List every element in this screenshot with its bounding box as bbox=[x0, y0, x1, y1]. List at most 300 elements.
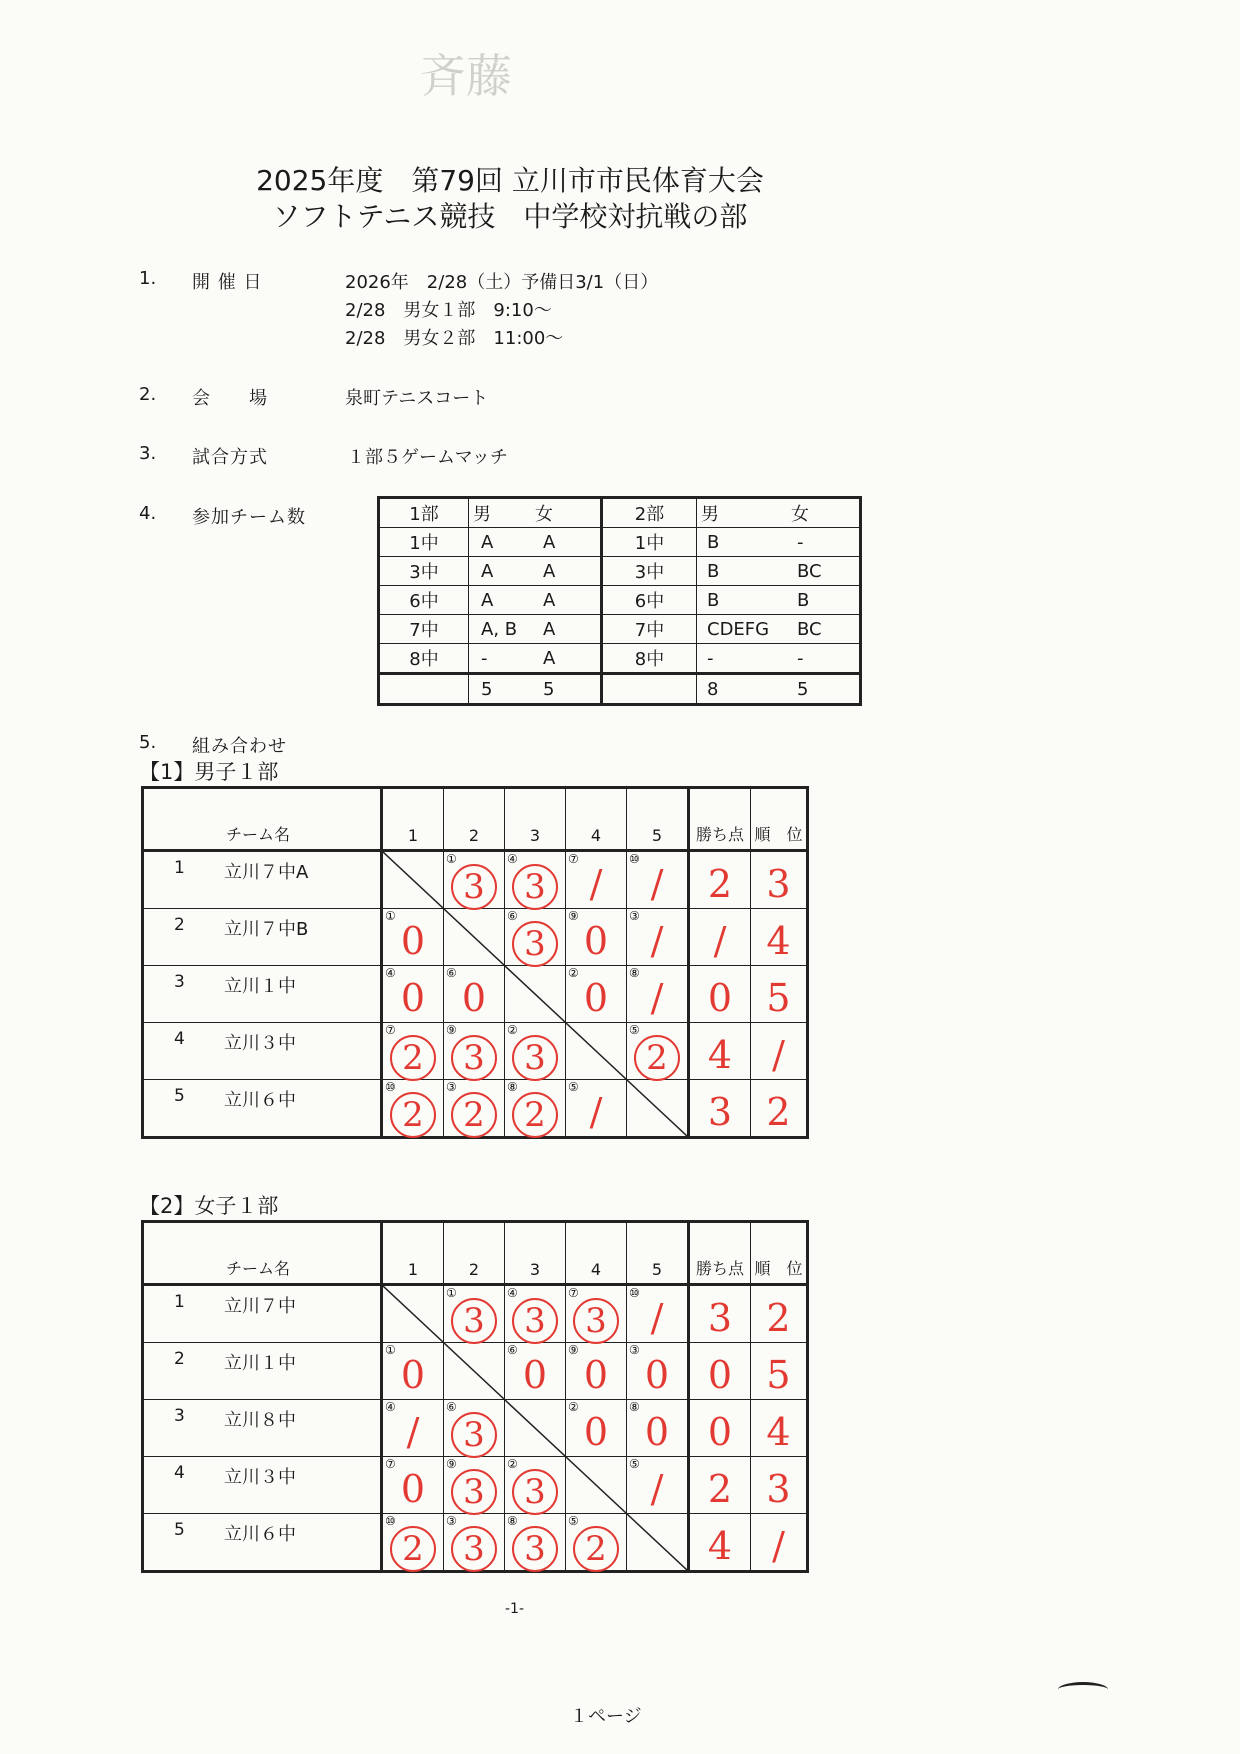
match-number: ① bbox=[385, 909, 396, 923]
match-cell bbox=[505, 1343, 566, 1400]
team-cell-boys: B bbox=[707, 531, 720, 553]
diagonal-line bbox=[566, 1457, 626, 1513]
match-score bbox=[505, 1355, 565, 1395]
points-value: 4 bbox=[707, 1033, 733, 1077]
points-value: 2 bbox=[707, 862, 733, 906]
match-score bbox=[383, 1469, 443, 1509]
match-cell bbox=[444, 1080, 505, 1138]
diagonal-line bbox=[627, 1080, 687, 1136]
team-cell-boys: 男 bbox=[701, 504, 719, 525]
rank-value: 5 bbox=[766, 1353, 791, 1397]
match-number: ⑥ bbox=[446, 966, 457, 980]
circled-score: 3 bbox=[451, 1035, 497, 1081]
row-number: 5 bbox=[174, 1086, 185, 1106]
team-cell bbox=[697, 644, 861, 674]
team-table-header bbox=[379, 498, 861, 528]
team-cell-boys: - bbox=[707, 647, 714, 669]
circled-score: 2 bbox=[451, 1092, 497, 1138]
team-name: 立川１中 bbox=[224, 1353, 296, 1374]
team-cell-boys: - bbox=[481, 647, 488, 669]
match-number: ⑧ bbox=[629, 966, 640, 980]
team-name: 立川６中 bbox=[224, 1524, 296, 1545]
match-cell bbox=[505, 1023, 566, 1080]
grid-header-row bbox=[143, 1222, 808, 1285]
rank-value: 4 bbox=[766, 919, 791, 963]
team-name-cell bbox=[143, 851, 382, 909]
team-cell: 6中 bbox=[379, 586, 469, 615]
self-cell bbox=[444, 1343, 505, 1400]
header-opponent-4: 4 bbox=[566, 788, 627, 851]
team-cell bbox=[469, 615, 602, 644]
item-2-value: 泉町テニスコート bbox=[345, 388, 489, 409]
match-score bbox=[444, 864, 504, 910]
team-cell-girls: A bbox=[543, 531, 556, 553]
item-2-no: 2. bbox=[139, 384, 157, 405]
match-score bbox=[566, 864, 626, 904]
header-opponent-5: 5 bbox=[627, 1222, 689, 1285]
team-name: 立川７中A bbox=[224, 862, 309, 883]
header-points: 勝ち点 bbox=[689, 788, 751, 851]
circled-score: 3 bbox=[512, 1469, 558, 1515]
team-cell-boys: A bbox=[481, 589, 494, 611]
team-table-row bbox=[379, 528, 861, 557]
match-number: ⑥ bbox=[507, 909, 518, 923]
rank-value: 4 bbox=[766, 1410, 791, 1454]
points-value: / bbox=[713, 919, 727, 963]
header-opponent-3: 3 bbox=[505, 1222, 566, 1285]
match-number: ⑤ bbox=[629, 1023, 640, 1037]
team-cell bbox=[469, 498, 602, 528]
match-cell bbox=[505, 909, 566, 966]
match-score bbox=[444, 978, 504, 1018]
match-number: ③ bbox=[629, 909, 640, 923]
team-cell-boys: B bbox=[707, 560, 720, 582]
match-score bbox=[383, 1355, 443, 1395]
match-cell bbox=[505, 1457, 566, 1514]
diagonal-line bbox=[566, 1023, 626, 1079]
match-number: ⑥ bbox=[507, 1343, 518, 1357]
team-name-cell bbox=[143, 1285, 382, 1343]
match-score bbox=[566, 1355, 626, 1395]
circled-score: 3 bbox=[512, 1298, 558, 1344]
diagonal-line bbox=[444, 1343, 504, 1399]
points-cell bbox=[689, 1457, 751, 1514]
rank-value: / bbox=[772, 1524, 785, 1568]
match-cell bbox=[444, 851, 505, 909]
match-cell bbox=[505, 851, 566, 909]
team-cell: 1中 bbox=[602, 528, 697, 557]
team-name-cell bbox=[143, 1457, 382, 1514]
circled-score: 2 bbox=[390, 1035, 436, 1081]
points-cell bbox=[689, 1514, 751, 1572]
match-cell bbox=[566, 851, 627, 909]
team-name-cell bbox=[143, 966, 382, 1023]
team-cell bbox=[697, 615, 861, 644]
match-cell bbox=[627, 1400, 689, 1457]
team-cell-girls: A bbox=[543, 560, 556, 582]
diagonal-line bbox=[505, 1400, 565, 1456]
match-score bbox=[505, 1526, 565, 1572]
row-number: 1 bbox=[174, 858, 185, 878]
points-cell bbox=[689, 1343, 751, 1400]
score-value: 0 bbox=[522, 1353, 548, 1397]
team-cell bbox=[697, 586, 861, 615]
girls-section-title: 【2】女子１部 bbox=[139, 1194, 279, 1218]
header-team-name bbox=[143, 1222, 382, 1285]
team-cell-girls: BC bbox=[797, 618, 822, 640]
match-score bbox=[566, 1526, 626, 1572]
rank-cell bbox=[751, 1285, 808, 1343]
match-score bbox=[505, 1092, 565, 1138]
team-name-cell bbox=[143, 1400, 382, 1457]
match-cell bbox=[382, 1514, 444, 1572]
rank-cell bbox=[751, 1023, 808, 1080]
match-score bbox=[383, 1035, 443, 1081]
team-name: 立川７中 bbox=[224, 1296, 296, 1317]
match-cell bbox=[382, 1080, 444, 1138]
page-title-line1: 2025年度 第79回 立川市市民体育大会 bbox=[256, 164, 764, 197]
team-cell-girls: A bbox=[543, 618, 556, 640]
header-opponent-2: 2 bbox=[444, 788, 505, 851]
team-cell bbox=[697, 557, 861, 586]
item-1-label: 開 催 日 bbox=[192, 272, 263, 293]
rank-cell bbox=[751, 1514, 808, 1572]
item-4-label: 参加チーム数 bbox=[192, 507, 306, 528]
match-number: ① bbox=[446, 1286, 457, 1300]
rank-cell bbox=[751, 1400, 808, 1457]
page-number: １ページ bbox=[570, 1706, 642, 1727]
team-name-cell bbox=[143, 1080, 382, 1138]
team-cell bbox=[697, 674, 861, 705]
diagonal-line bbox=[444, 909, 504, 965]
match-number: ⑤ bbox=[629, 1457, 640, 1471]
score-value: 0 bbox=[400, 1467, 426, 1511]
team-cell: 6中 bbox=[602, 586, 697, 615]
team-cell-girls: A bbox=[543, 647, 556, 669]
header-rank: 順 位 bbox=[751, 1222, 808, 1285]
match-score bbox=[627, 1469, 687, 1509]
match-score bbox=[566, 921, 626, 961]
match-number: ① bbox=[446, 852, 457, 866]
item-5-no: 5. bbox=[139, 732, 157, 753]
team-cell-boys: A bbox=[481, 531, 494, 553]
team-cell bbox=[602, 674, 697, 705]
circled-score: 2 bbox=[573, 1526, 619, 1572]
team-row bbox=[143, 1457, 808, 1514]
match-score bbox=[444, 1092, 504, 1138]
points-cell bbox=[689, 966, 751, 1023]
match-cell bbox=[627, 1285, 689, 1343]
team-name-cell bbox=[143, 1023, 382, 1080]
inner-page-number: -1- bbox=[505, 1601, 525, 1617]
team-cell-girls: A bbox=[543, 589, 556, 611]
team-name: 立川７中B bbox=[224, 919, 309, 940]
self-cell bbox=[382, 1285, 444, 1343]
match-score bbox=[444, 1469, 504, 1515]
rank-value: 3 bbox=[766, 1467, 791, 1511]
row-number: 3 bbox=[174, 972, 185, 992]
match-number: ⑨ bbox=[446, 1023, 457, 1037]
circled-score: 3 bbox=[451, 1469, 497, 1515]
girls-league-table bbox=[141, 1220, 809, 1573]
team-cell-girls: 5 bbox=[797, 678, 809, 700]
circled-score: 3 bbox=[512, 1035, 558, 1081]
match-number: ⑦ bbox=[568, 852, 579, 866]
match-score bbox=[566, 978, 626, 1018]
item-1-no: 1. bbox=[139, 268, 157, 289]
item-5-label: 組み合わせ bbox=[192, 736, 287, 757]
rank-value: 3 bbox=[766, 862, 791, 906]
match-cell bbox=[627, 966, 689, 1023]
item-3-no: 3. bbox=[139, 443, 157, 464]
match-cell bbox=[382, 1400, 444, 1457]
match-number: ⑩ bbox=[629, 852, 640, 866]
score-value: / bbox=[650, 1296, 664, 1340]
row-number: 2 bbox=[174, 915, 185, 935]
circled-score: 2 bbox=[390, 1526, 436, 1572]
circled-score: 3 bbox=[573, 1298, 619, 1344]
rank-value: 2 bbox=[766, 1296, 791, 1340]
team-cell-boys: 男 bbox=[473, 504, 491, 525]
header-rank: 順 位 bbox=[751, 788, 808, 851]
header-opponent-3: 3 bbox=[505, 788, 566, 851]
self-cell bbox=[566, 1457, 627, 1514]
team-cell-boys: 5 bbox=[481, 678, 493, 700]
score-value: 0 bbox=[644, 1410, 670, 1454]
self-cell bbox=[566, 1023, 627, 1080]
boys-league-table bbox=[141, 786, 809, 1139]
match-cell bbox=[444, 966, 505, 1023]
team-count-table bbox=[377, 496, 862, 706]
team-row bbox=[143, 966, 808, 1023]
self-cell bbox=[505, 1400, 566, 1457]
score-value: / bbox=[406, 1410, 420, 1454]
score-value: 0 bbox=[644, 1353, 670, 1397]
match-number: ⑩ bbox=[385, 1080, 396, 1094]
team-cell-girls: - bbox=[797, 531, 804, 553]
circled-score: 2 bbox=[512, 1092, 558, 1138]
team-cell-girls: 女 bbox=[791, 504, 809, 525]
match-cell bbox=[627, 851, 689, 909]
match-cell bbox=[382, 966, 444, 1023]
match-score bbox=[383, 1526, 443, 1572]
match-number: ④ bbox=[507, 852, 518, 866]
score-value: / bbox=[650, 862, 664, 906]
match-score bbox=[505, 1298, 565, 1344]
team-table-row bbox=[379, 615, 861, 644]
team-cell: 3中 bbox=[602, 557, 697, 586]
match-number: ① bbox=[385, 1343, 396, 1357]
match-number: ⑥ bbox=[446, 1400, 457, 1414]
team-cell-boys: A, B bbox=[481, 618, 518, 640]
circled-score: 3 bbox=[512, 1526, 558, 1572]
self-cell bbox=[382, 851, 444, 909]
handwritten-mark bbox=[1058, 1682, 1108, 1697]
diagonal-line bbox=[383, 852, 443, 908]
team-cell: 1部 bbox=[379, 498, 469, 528]
rank-cell bbox=[751, 1080, 808, 1138]
score-value: / bbox=[589, 862, 603, 906]
match-number: ⑧ bbox=[507, 1080, 518, 1094]
rank-cell bbox=[751, 966, 808, 1023]
points-value: 4 bbox=[707, 1524, 733, 1568]
team-row bbox=[143, 851, 808, 909]
match-cell bbox=[566, 1400, 627, 1457]
match-cell bbox=[382, 1343, 444, 1400]
team-name: 立川６中 bbox=[224, 1090, 296, 1111]
team-row bbox=[143, 1343, 808, 1400]
match-cell bbox=[627, 1023, 689, 1080]
match-cell bbox=[444, 1457, 505, 1514]
match-number: ③ bbox=[629, 1343, 640, 1357]
score-value: / bbox=[650, 919, 664, 963]
match-cell bbox=[566, 1285, 627, 1343]
diagonal-line bbox=[505, 966, 565, 1022]
match-number: ⑦ bbox=[385, 1457, 396, 1471]
self-cell bbox=[505, 966, 566, 1023]
match-score bbox=[627, 1035, 687, 1081]
match-number: ⑩ bbox=[629, 1286, 640, 1300]
page-title-line2: ソフトテニス競技 中学校対抗戦の部 bbox=[272, 200, 748, 233]
match-score bbox=[566, 1092, 626, 1132]
circled-score: 2 bbox=[390, 1092, 436, 1138]
team-table-row bbox=[379, 644, 861, 674]
team-cell bbox=[697, 498, 861, 528]
team-name: 立川３中 bbox=[224, 1033, 296, 1054]
team-cell bbox=[469, 528, 602, 557]
match-cell bbox=[444, 1400, 505, 1457]
match-number: ④ bbox=[385, 966, 396, 980]
row-number: 2 bbox=[174, 1349, 185, 1369]
rank-cell bbox=[751, 851, 808, 909]
rank-value: 5 bbox=[766, 976, 791, 1020]
match-score bbox=[627, 864, 687, 904]
points-cell bbox=[689, 1080, 751, 1138]
team-row bbox=[143, 1400, 808, 1457]
team-cell: 7中 bbox=[379, 615, 469, 644]
match-number: ⑦ bbox=[385, 1023, 396, 1037]
match-cell bbox=[505, 1080, 566, 1138]
team-cell: 8中 bbox=[602, 644, 697, 674]
points-value: 3 bbox=[707, 1090, 733, 1134]
team-name-header: チーム名 bbox=[226, 825, 291, 844]
match-cell bbox=[444, 1285, 505, 1343]
match-number: ⑤ bbox=[568, 1080, 579, 1094]
match-cell bbox=[566, 1514, 627, 1572]
row-number: 4 bbox=[174, 1029, 185, 1049]
points-cell bbox=[689, 909, 751, 966]
match-score bbox=[383, 1412, 443, 1452]
rank-cell bbox=[751, 1343, 808, 1400]
team-cell: 7中 bbox=[602, 615, 697, 644]
score-value: / bbox=[650, 976, 664, 1020]
match-cell bbox=[382, 1457, 444, 1514]
team-name-cell bbox=[143, 1514, 382, 1572]
team-cell-girls: BC bbox=[797, 560, 822, 582]
match-number: ⑨ bbox=[446, 1457, 457, 1471]
team-cell bbox=[379, 674, 469, 705]
match-score bbox=[383, 1092, 443, 1138]
match-number: ⑨ bbox=[568, 1343, 579, 1357]
score-value: 0 bbox=[583, 919, 609, 963]
circled-score: 2 bbox=[634, 1035, 680, 1081]
self-cell bbox=[444, 909, 505, 966]
match-score bbox=[627, 1298, 687, 1338]
team-row bbox=[143, 1080, 808, 1138]
points-cell bbox=[689, 1285, 751, 1343]
match-score bbox=[505, 921, 565, 967]
team-cell bbox=[697, 528, 861, 557]
match-cell bbox=[505, 1285, 566, 1343]
boys-section-title: 【1】男子１部 bbox=[139, 760, 279, 784]
team-table-row bbox=[379, 674, 861, 705]
match-score bbox=[627, 1412, 687, 1452]
header-opponent-5: 5 bbox=[627, 788, 689, 851]
match-cell bbox=[627, 909, 689, 966]
points-value: 0 bbox=[707, 1410, 733, 1454]
score-value: 0 bbox=[400, 1353, 426, 1397]
team-row bbox=[143, 1023, 808, 1080]
match-number: ⑤ bbox=[568, 1514, 579, 1528]
item-4-no: 4. bbox=[139, 503, 157, 524]
match-score bbox=[505, 864, 565, 910]
diagonal-line bbox=[627, 1514, 687, 1570]
circled-score: 3 bbox=[451, 1298, 497, 1344]
match-score bbox=[505, 1035, 565, 1081]
circled-score: 3 bbox=[451, 1412, 497, 1458]
circled-score: 3 bbox=[512, 921, 558, 967]
match-number: ⑨ bbox=[568, 909, 579, 923]
match-cell bbox=[566, 966, 627, 1023]
score-value: 0 bbox=[400, 919, 426, 963]
match-number: ③ bbox=[446, 1080, 457, 1094]
match-number: ② bbox=[507, 1023, 518, 1037]
team-cell: 1中 bbox=[379, 528, 469, 557]
team-cell-girls: 女 bbox=[535, 504, 553, 525]
match-number: ④ bbox=[385, 1400, 396, 1414]
points-value: 0 bbox=[707, 976, 733, 1020]
team-name: 立川１中 bbox=[224, 976, 296, 997]
handwritten-note: 斉藤 bbox=[420, 49, 512, 103]
team-cell: 2部 bbox=[602, 498, 697, 528]
item-1-value-1: 2026年 2/28（土）予備日3/1（日） bbox=[345, 272, 659, 293]
match-score bbox=[627, 921, 687, 961]
header-team-name bbox=[143, 788, 382, 851]
team-cell-boys: 8 bbox=[707, 678, 719, 700]
item-1-value-3: 2/28 男女２部 11:00～ bbox=[345, 328, 564, 349]
row-number: 1 bbox=[174, 1292, 185, 1312]
points-cell bbox=[689, 1023, 751, 1080]
header-opponent-2: 2 bbox=[444, 1222, 505, 1285]
circled-score: 3 bbox=[451, 864, 497, 910]
row-number: 3 bbox=[174, 1406, 185, 1426]
item-3-label: 試合方式 bbox=[192, 447, 268, 468]
points-value: 0 bbox=[707, 1353, 733, 1397]
match-number: ② bbox=[507, 1457, 518, 1471]
match-number: ⑧ bbox=[629, 1400, 640, 1414]
circled-score: 3 bbox=[512, 864, 558, 910]
item-3-value: １部５ゲームマッチ bbox=[347, 447, 508, 468]
team-cell bbox=[469, 674, 602, 705]
match-number: ③ bbox=[446, 1514, 457, 1528]
team-cell bbox=[469, 644, 602, 674]
score-value: 0 bbox=[583, 1353, 609, 1397]
grid-header-row bbox=[143, 788, 808, 851]
score-value: 0 bbox=[400, 976, 426, 1020]
team-cell bbox=[469, 586, 602, 615]
match-score bbox=[566, 1412, 626, 1452]
rank-cell bbox=[751, 909, 808, 966]
